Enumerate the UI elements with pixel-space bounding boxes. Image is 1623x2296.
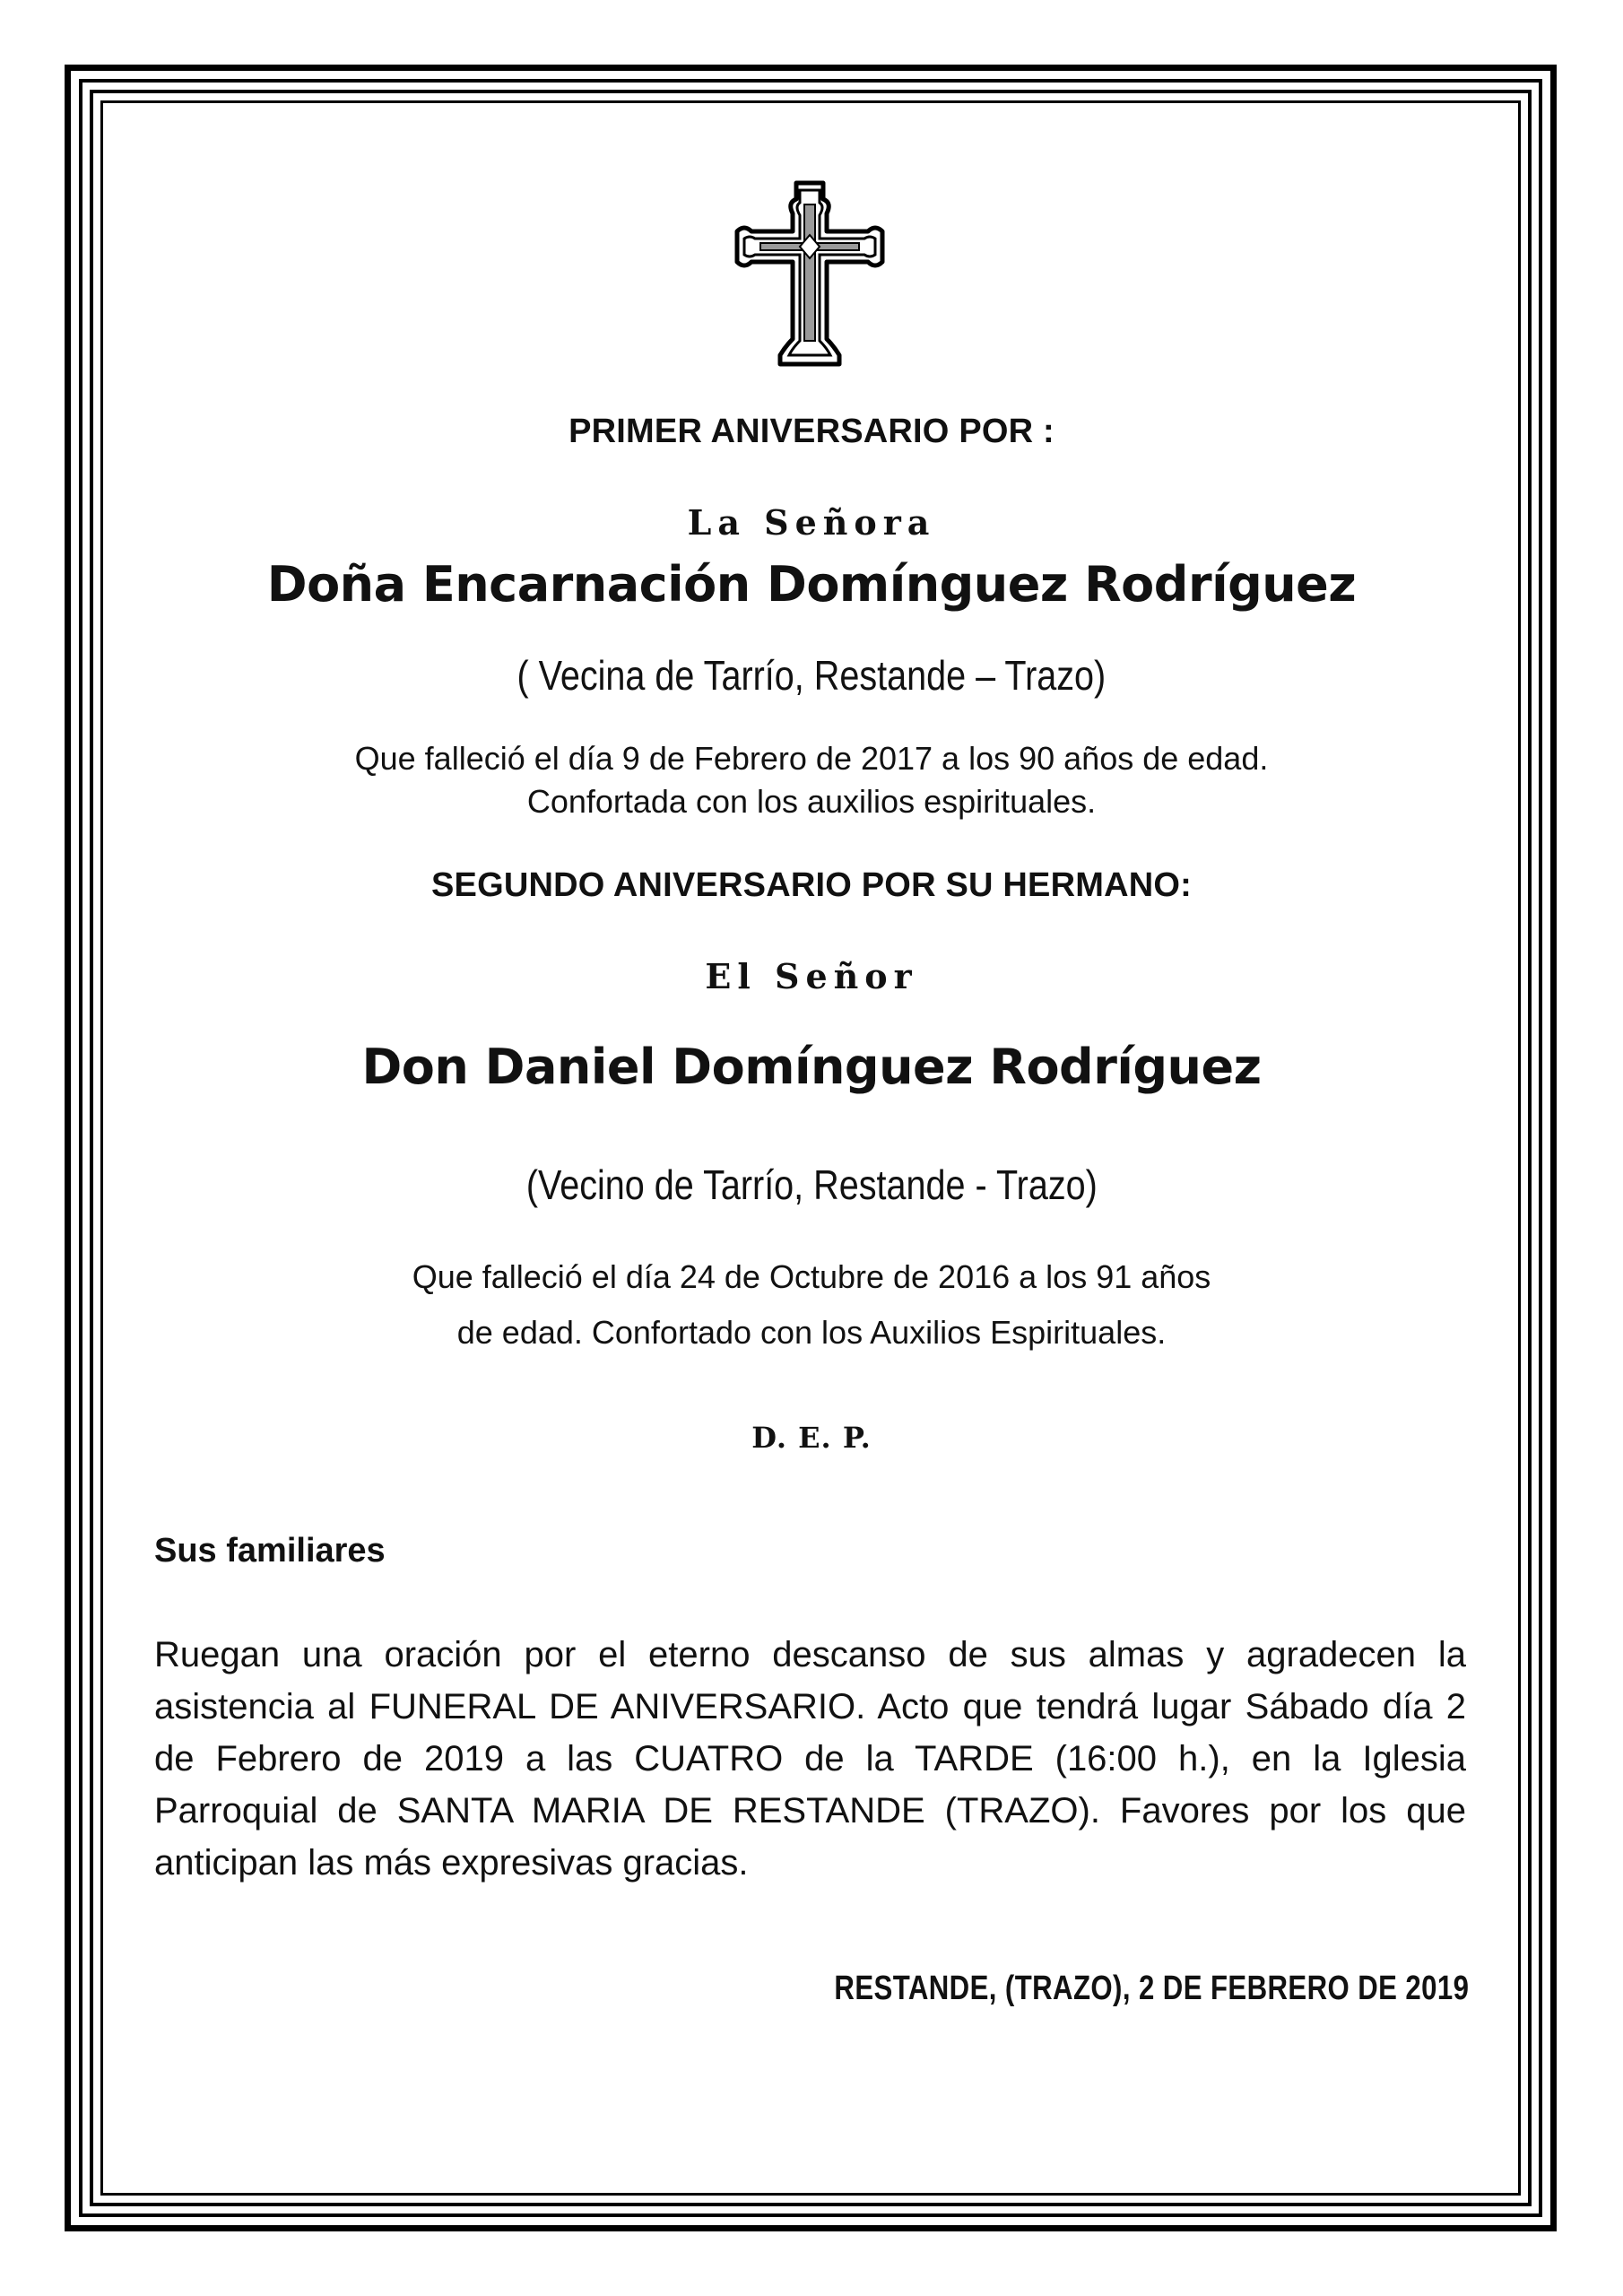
dateline: RESTANDE, (TRAZO), 2 DE FEBRERO DE 2019 [834, 1970, 1469, 2007]
title-senor: El Señor [705, 956, 918, 996]
title-senora: La Señora [687, 502, 936, 543]
family-label: Sus familiares [154, 1532, 386, 1570]
death-info-1-line2: Confortada con los auxilios espirituales. [526, 783, 1097, 820]
page-border-frame [65, 65, 1557, 2231]
deceased-name-2: Don Daniel Domínguez Rodríguez [361, 1039, 1262, 1095]
first-anniversary-heading: PRIMER ANIVERSARIO POR : [568, 413, 1055, 450]
request-paragraph: Ruegan una oración por el eterno descanso de sus almas y agradecen la asistencia al FUNERAL DE ANIVERSARIO. Acto que tendrá lugar Sábado día 2 de Febrero de 2019 a las CUATRO de la TARDE (16:00 h.), en la Iglesia Parroquial de SANTA MARIA DE RESTANDE (TRAZO). Favores por los que anticipan las más expresivas gracias. [154, 1635, 1466, 1883]
residence-1-wrap [0, 651, 1623, 700]
death-info-2-line2: de edad. Confortado con los Auxilios Espirituales. [456, 1314, 1167, 1351]
second-anniversary-heading: SEGUNDO ANIVERSARIO POR SU HERMANO: [431, 866, 1192, 904]
residence-1: ( Vecina de Tarrío, Restande – Trazo) [516, 652, 1107, 699]
death-info-2-line1: Que falleció el día 24 de Octubre de 2016 a los 91 años [412, 1258, 1211, 1295]
death-info-1-line1: Que falleció el día 9 de Febrero de 2017 a los 90 años de edad. [354, 740, 1269, 777]
deceased-name-1: Doña Encarnación Domínguez Rodríguez [266, 556, 1357, 613]
dep-abbreviation: D. E. P. [751, 1421, 872, 1455]
residence-2: (Vecino de Tarrío, Restande - Trazo) [525, 1161, 1098, 1208]
cross-icon [733, 179, 886, 368]
residence-2-wrap [0, 1161, 1623, 1209]
